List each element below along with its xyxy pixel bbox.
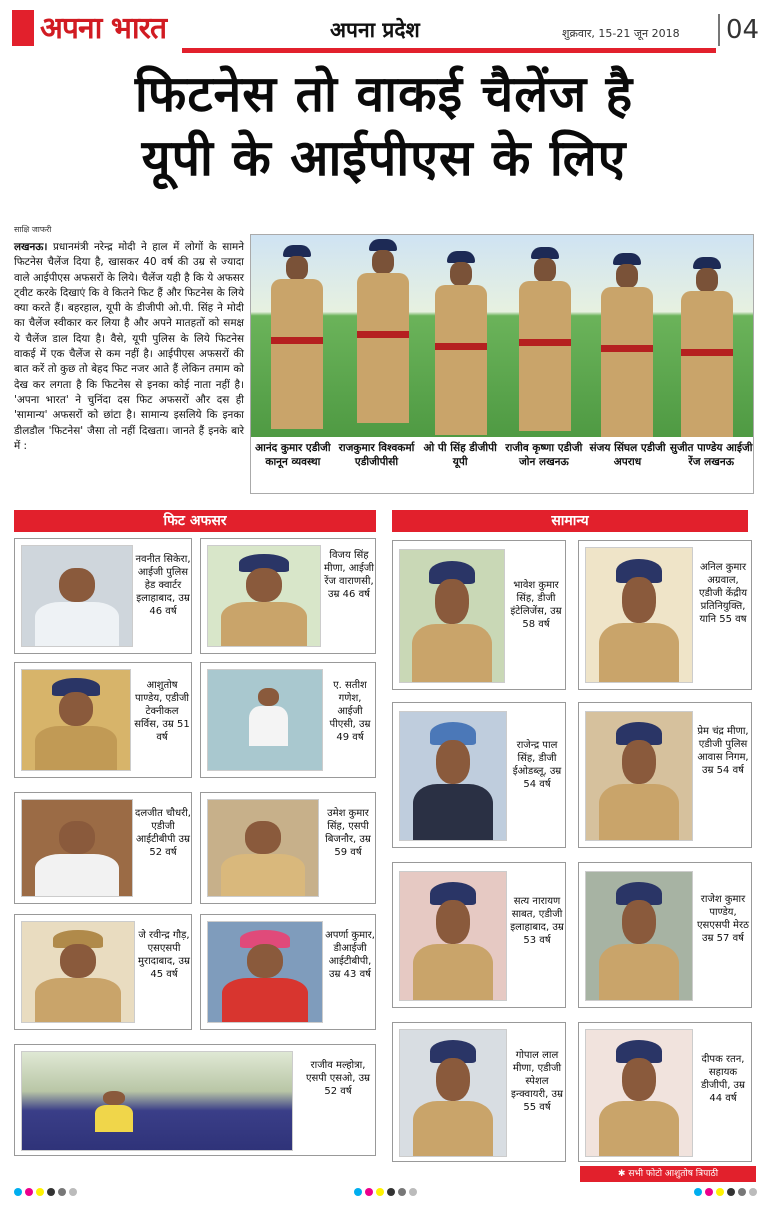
officer-caption: राजीव मल्होत्रा, एसपी एसओ, उम्र 52 वर्ष: [305, 1060, 371, 1097]
logo-mark: [12, 10, 34, 46]
fit-officer-card: [200, 538, 376, 654]
normal-officer-card: [578, 702, 752, 848]
officer-photo: [399, 871, 507, 1001]
issue-date: शुक्रवार, 15-21 जून 2018: [562, 27, 680, 40]
officer-photo: [207, 799, 319, 897]
officer-figure: [429, 251, 493, 437]
registration-marks-right: [694, 1188, 757, 1196]
byline: साक्षि जाफरी: [14, 225, 52, 234]
logo: अपना भारत: [40, 11, 167, 46]
officer-photo: [585, 871, 693, 1001]
officer-caption: अनिल कुमार अग्रवाल, एडीजी केंद्रीय प्रतिनियुक्ति, यानि 55 वष: [698, 562, 748, 625]
normal-officer-card: [578, 540, 752, 690]
fit-officer-card: [200, 792, 376, 904]
fit-officer-card: [14, 662, 192, 778]
officer-caption: प्रेम चंद्र मीणा, एडीजी पुलिस आवास निगम, उम्र 54 वर्ष: [697, 726, 749, 776]
masthead: [12, 10, 758, 58]
normal-officer-card: [578, 862, 752, 1008]
hero-caption: राजकुमार विश्वकर्मा एडीजीपीसी: [338, 442, 415, 468]
normal-officer-card: [392, 540, 566, 690]
registration-marks-left: [14, 1188, 77, 1196]
lead-text: प्रधानमंत्री नरेन्द्र मोदी ने हाल में लोगों के सामने फिटनेस चैलेंज दिया है, खासकर 40 वर्ष की उम्र से ज्यादा वाले आईपीएस अफसरों के लिये। चैलेंज यही है कि ये अफसर ट्वीट करके दिखाएं कि वे कितने फिट हैं और फिटनेस के लिये क्या करते हैं। बहरहाल, यूपी के डीजीपी ओ.पी. सिंह ने मोदी का चैलेंज स्वीकार कर लिया है और अपने मातहतों को समक्ष ये चैलेंज डाल दिया है। वैसे, यूपी पुलिस के लिये फिटनेस वाकई में एक चैलेंज से कम नहीं है। आईपीएस अफसरों की बात करें तो कुछ तो बेहद फिट नजर आते हैं लेकिन तमाम को देख कर लगता है कि फिटनेस से इनका कोई नाता नहीं है। 'अपना भारत' ने चुनिंदा दस फिट अफसरों और दस ही 'सामान्य' अफसरों को छांटा है। सामान्य इसलिये कि इनका डीलडौल 'फिटनेस' जैसा तो नहीं दिखता। जानते हैं इनके बारे में :: [14, 241, 244, 452]
normal-officer-card: [392, 702, 566, 848]
officer-photo: [21, 669, 131, 771]
hero-caption: राजीव कृष्णा एडीजी जोन लखनऊ: [505, 442, 583, 468]
fit-officer-card: [200, 914, 376, 1030]
normal-officer-card: [392, 862, 566, 1008]
photo-credit-text: सभी फोटो आशुतोष त्रिपाठी: [628, 1169, 719, 1179]
hero-caption: सुजीत पाण्डेय आईजी रेंज लखनऊ: [669, 442, 753, 468]
section-bar-fit: फिट अफसर: [14, 510, 376, 532]
officer-figure: [351, 239, 415, 437]
officer-caption: दीपक रतन, सहायक डीजीपी, उम्र 44 वर्ष: [700, 1054, 746, 1104]
officer-photo: [21, 921, 135, 1023]
officer-photo: [585, 1029, 693, 1157]
hero-caption: आनंद कुमार एडीजी कानून व्यवस्था: [255, 442, 331, 468]
officer-caption: विजय सिंह मीणा, आईजी रेंज वाराणसी, उम्र 46 वर्ष: [324, 550, 374, 600]
headline-line-1: फिटनेस तो वाकई चैलेंज है: [134, 65, 634, 123]
officers-group-photo: [251, 235, 753, 437]
hero-caption: ओ पी सिंह डीजीपी यूपी: [423, 442, 497, 468]
officer-caption: गोपाल लाल मीणा, एडीजी स्पेशल इन्क्वायरी, उम्र 55 वर्ष: [511, 1050, 563, 1113]
masthead-rule: [182, 48, 716, 53]
officer-caption: अपर्णा कुमार, डीआईजी आईटीबीपी, उम्र 43 वर्ष: [325, 930, 375, 980]
officer-photo: [399, 711, 507, 841]
normal-officer-card: [392, 1022, 566, 1162]
officer-figure: [513, 247, 577, 437]
officer-figure: [595, 253, 659, 437]
fit-officer-card: [14, 1044, 376, 1156]
fit-officer-card: [14, 538, 192, 654]
officer-caption: ए. सतीश गणेश, आईजी पीएसी, उम्र 49 वर्ष: [329, 680, 371, 743]
officer-caption: नवनीत सिकेरा, आईजी पुलिस हेड क्वार्टर इलाहाबाद, उम्र 46 वर्ष: [135, 554, 191, 617]
fit-officer-card: [14, 792, 192, 904]
fit-officer-card: [14, 914, 192, 1030]
officer-photo: [399, 1029, 507, 1157]
page-number: 04: [718, 14, 759, 46]
fit-officer-card: [200, 662, 376, 778]
officer-photo-group-exercise: [21, 1051, 293, 1151]
hero-captions: [251, 439, 753, 493]
registration-marks-center: [354, 1188, 417, 1196]
officer-caption: जे रवीन्द्र गौड़, एसएसपी मुरादाबाद, उम्र 45 वर्ष: [138, 930, 190, 980]
headline-line-2: यूपी के आईपीएस के लिए: [141, 129, 627, 187]
officer-photo: [21, 545, 133, 647]
officer-photo: [207, 669, 323, 771]
officer-photo: [21, 799, 133, 897]
officer-photo: [207, 545, 321, 647]
officer-figure: [675, 257, 739, 437]
officer-photo: [207, 921, 323, 1023]
officer-caption: सत्य नारायण साबत, एडीजी इलाहाबाद, उम्र 53 वर्ष: [510, 896, 564, 946]
headline: [0, 62, 768, 190]
hero-caption: संजय सिंघल एडीजी अपराध: [589, 442, 666, 468]
officer-caption: भावेश कुमार सिंह, डीजी इंटेलिजेंस, उम्र 58 वर्ष: [510, 580, 562, 630]
photo-credit: ✱ सभी फोटो आशुतोष त्रिपाठी: [580, 1166, 756, 1182]
officer-photo: [399, 549, 505, 683]
officer-caption: आशुतोष पाण्डेय, एडीजी टेक्नीकल सर्विस, उम्र 51 वर्ष: [134, 680, 190, 743]
hero-photo-block: [250, 234, 754, 494]
officer-photo: [585, 547, 693, 683]
section-title: अपना प्रदेश: [330, 18, 420, 42]
officer-caption: उमेश कुमार सिंह, एसपी बिजनौर, उम्र 59 वर्ष: [325, 808, 371, 858]
normal-officer-card: [578, 1022, 752, 1162]
lead-article: [14, 240, 244, 454]
section-bar-normal: सामान्य: [392, 510, 748, 532]
officer-photo: [585, 711, 693, 841]
officer-caption: दलजीत चौधरी, एडीजी आईटीबीपी उम्र 52 वर्ष: [135, 808, 191, 858]
officer-caption: राजेन्द्र पाल सिंह, डीजी ईओडब्लू, उम्र 54 वर्ष: [512, 740, 562, 790]
officer-figure: [265, 245, 329, 437]
dateline: लखनऊ।: [14, 241, 48, 253]
officer-caption: राजेश कुमार पाण्डेय, एसएसपी मेरठ उम्र 57 वर्ष: [697, 894, 749, 944]
